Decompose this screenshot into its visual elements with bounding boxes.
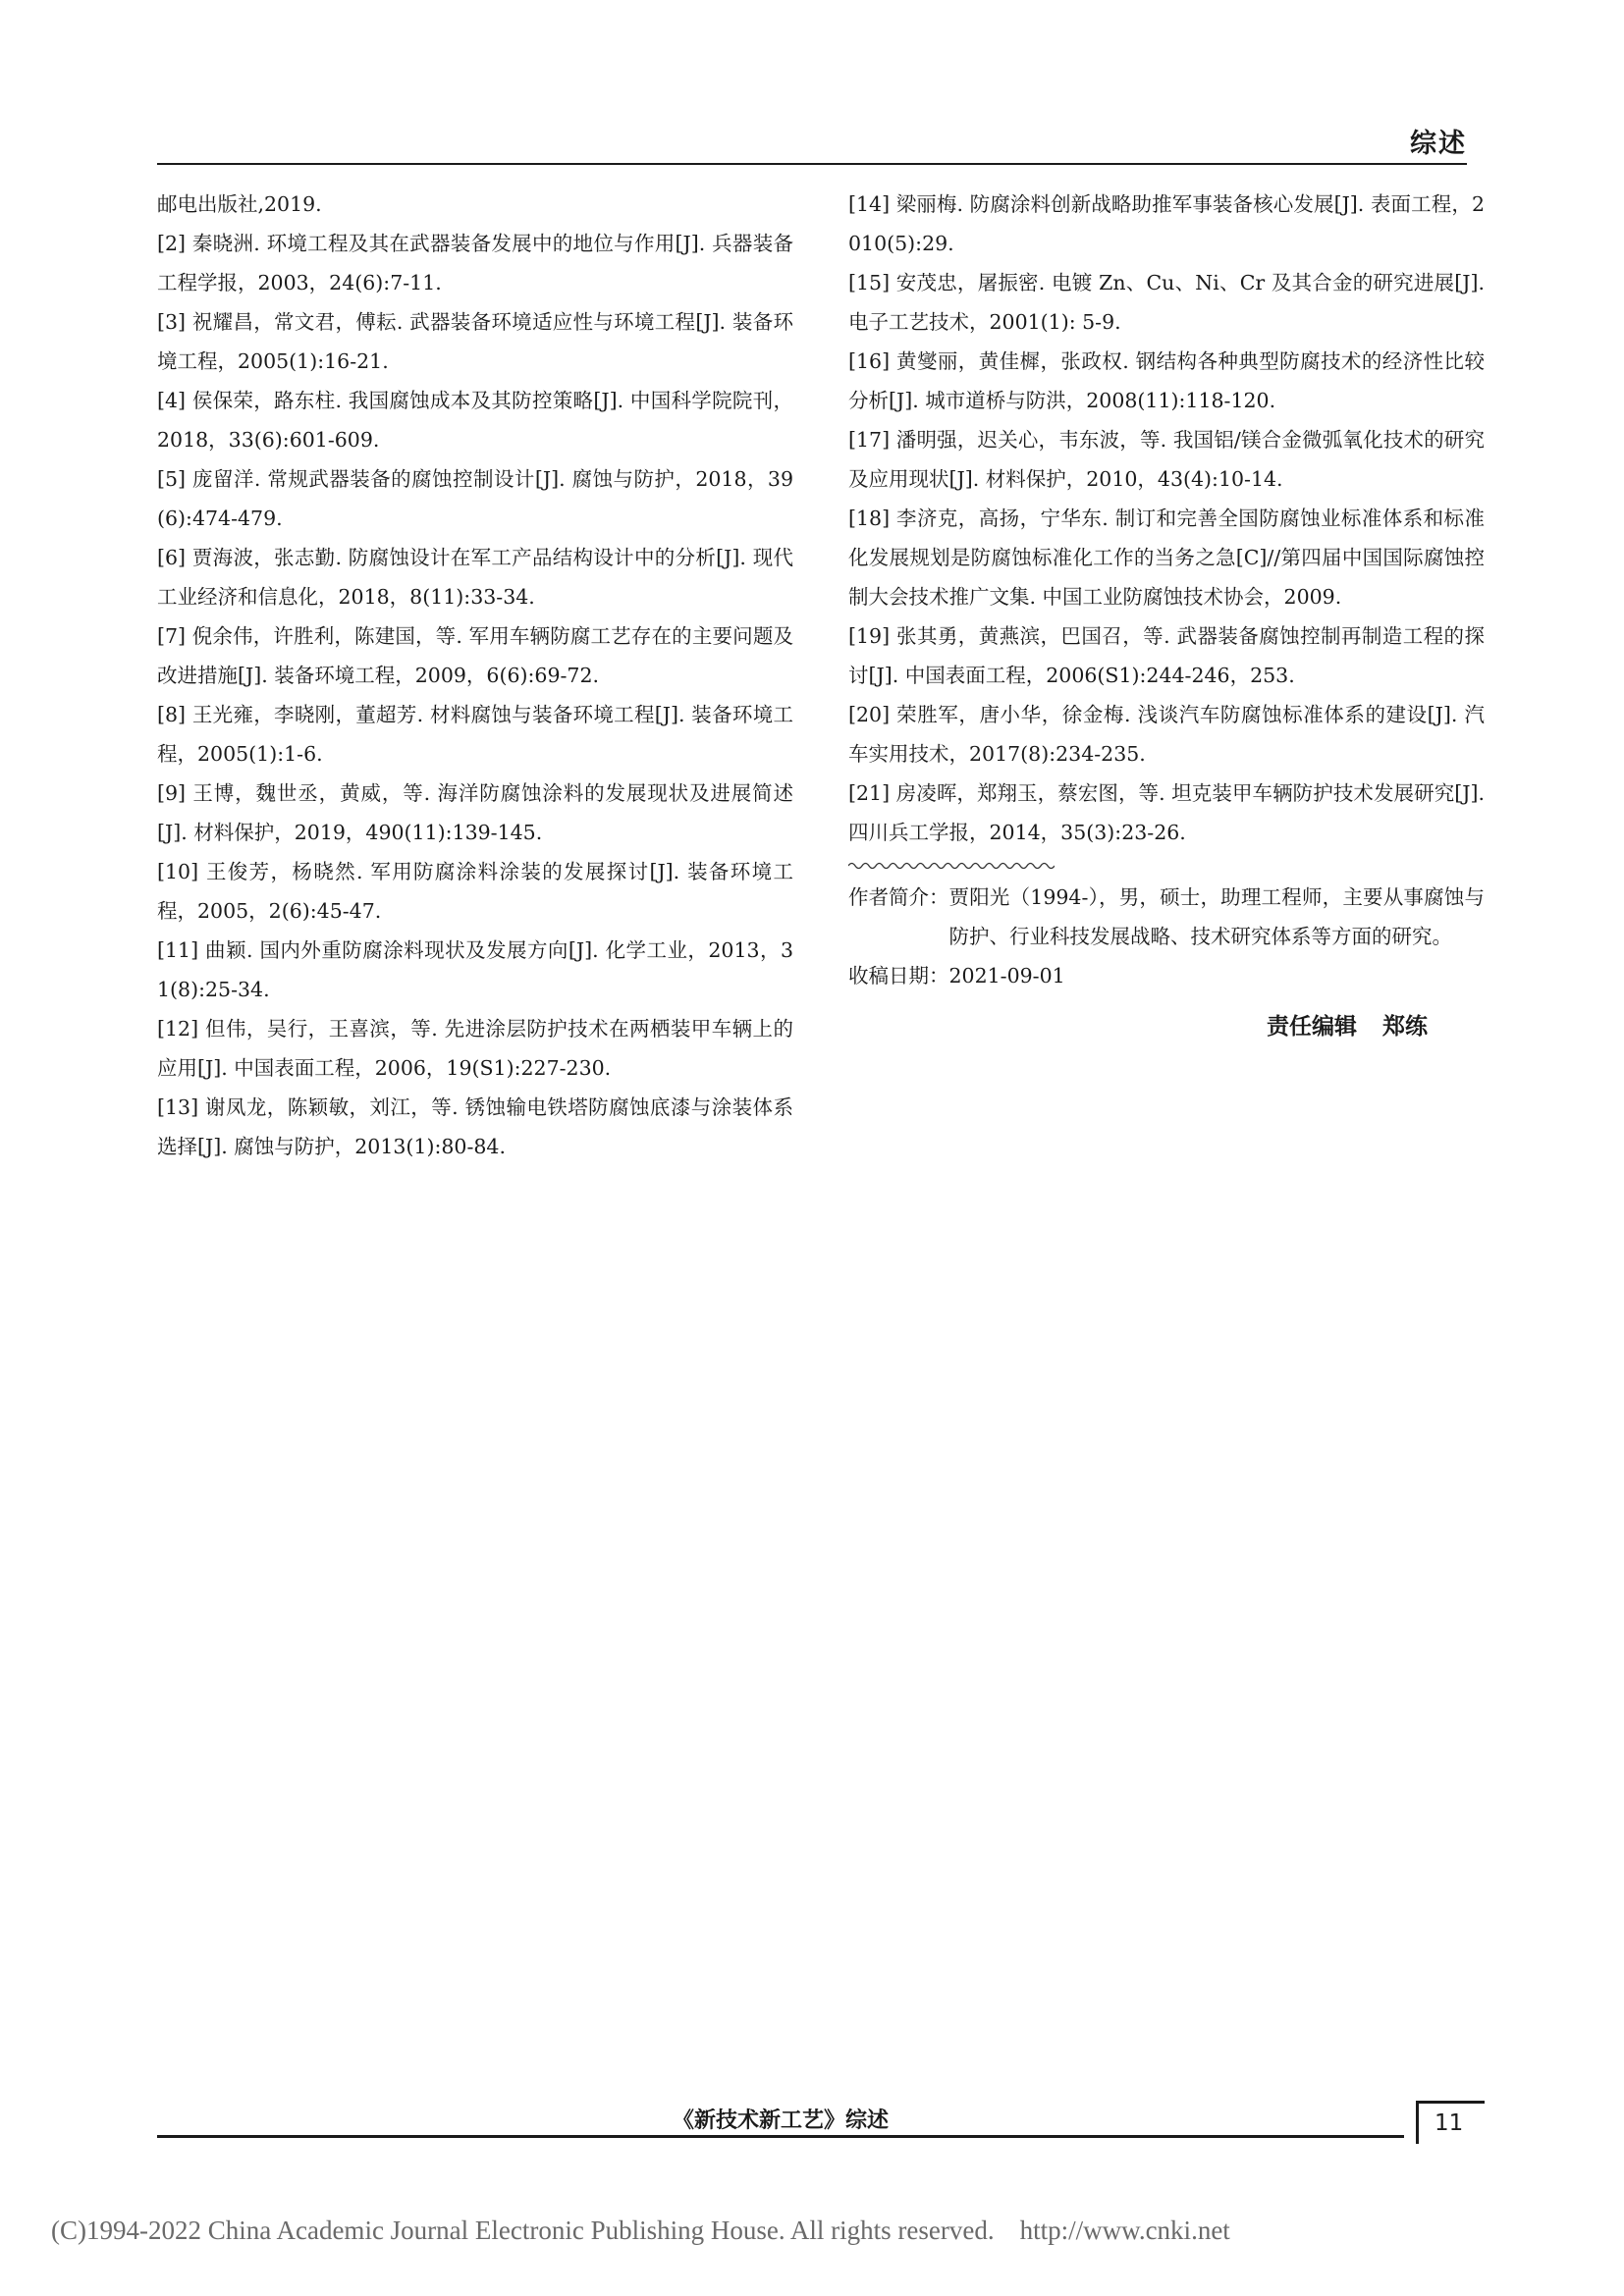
reference-item: [9] 王博，魏世丞，黄威，等. 海洋防腐蚀涂料的发展现状及进展简述[J]. 材料保护，2019，490(11):139-145. <box>157 781 793 844</box>
reference-item: [4] 侯保荣，路东柱. 我国腐蚀成本及其防控策略[J]. 中国科学院院刊，2018，33(6):601-609. <box>157 389 793 452</box>
copyright-line <box>51 2216 1230 2246</box>
footer-journal-name: 《新技术新工艺》综述 <box>672 2109 889 2133</box>
reference-item: [19] 张其勇，黄燕滨，巴国召，等. 武器装备腐蚀控制再制造工程的探讨[J]. 中国表面工程，2006(S1):244-246，253. <box>848 624 1485 687</box>
copyright-url[interactable]: http://www.cnki.net <box>1019 2216 1230 2245</box>
wavy-line-icon <box>848 860 1055 872</box>
reference-item: [7] 倪余伟，许胜利，陈建国，等. 军用车辆防腐工艺存在的主要问题及改进措施[J]. 装备环境工程，2009，6(6):69-72. <box>157 624 793 687</box>
copyright-text: (C)1994-2022 China Academic Journal Electronic Publishing House. All rights reserved. <box>51 2216 995 2245</box>
author-bio-text: 贾阳光（1994-），男，硕士，助理工程师，主要从事腐蚀与防护、行业科技发展战略、技术研究体系等方面的研究。 <box>948 885 1485 948</box>
reference-item: [2] 秦晓洲. 环境工程及其在武器装备发展中的地位与作用[J]. 兵器装备工程学报，2003，24(6):7-11. <box>157 232 793 294</box>
reference-item: 邮电出版社,2019. <box>157 192 322 216</box>
reference-item: [6] 贾海波，张志勤. 防腐蚀设计在军工产品结构设计中的分析[J]. 现代工业经济和信息化，2018，8(11):33-34. <box>157 546 793 609</box>
header-rule <box>157 163 1467 165</box>
reference-item: [3] 祝耀昌，常文君，傅耘. 武器装备环境适应性与环境工程[J]. 装备环境工程，2005(1):16-21. <box>157 310 793 373</box>
reference-item: [14] 梁丽梅. 防腐涂料创新战略助推军事装备核心发展[J]. 表面工程，2010(5):29. <box>848 192 1485 255</box>
reference-item: [5] 庞留洋. 常规武器装备的腐蚀控制设计[J]. 腐蚀与防护，2018，39(6):474-479. <box>157 467 793 530</box>
reference-item: [8] 王光雍，李晓刚，董超芳. 材料腐蚀与装备环境工程[J]. 装备环境工程，2005(1):1-6. <box>157 703 793 766</box>
responsible-editor <box>848 1007 1485 1046</box>
reference-item: [12] 但伟，吴行，王喜滨，等. 先进涂层防护技术在两栖装甲车辆上的应用[J]. 中国表面工程，2006，19(S1):227-230. <box>157 1017 793 1080</box>
reference-item: [18] 李济克，高扬，宁华东. 制订和完善全国防腐蚀业标准体系和标准化发展规划是防腐蚀标准化工作的当务之急[C]//第四届中国国际腐蚀控制大会技术推广文集. 中国工业防腐蚀技术协会，2009. <box>848 507 1485 609</box>
page-number: 11 <box>1416 2101 1485 2144</box>
reference-item: [17] 潘明强，迟关心，韦东波，等. 我国铝/镁合金微弧氧化技术的研究及应用现状[J]. 材料保护，2010，43(4):10-14. <box>848 428 1485 491</box>
editor-label: 责任编辑 <box>1267 1014 1357 1040</box>
section-title: 综述 <box>1410 129 1467 159</box>
references-right-column <box>848 185 1485 1046</box>
editor-name: 郑练 <box>1382 1014 1428 1040</box>
footer-rule <box>157 2135 1404 2138</box>
reference-item: [16] 黄燮丽，黄佳樨，张政权. 钢结构各种典型防腐技术的经济性比较分析[J]. 城市道桥与防洪，2008(11):118-120. <box>848 349 1485 412</box>
author-bio <box>848 878 1485 956</box>
received-date: 收稿日期：2021-09-01 <box>848 964 1065 988</box>
reference-item: [15] 安茂忠，屠振密. 电镀 Zn、Cu、Ni、Cr 及其合金的研究进展[J]. 电子工艺技术，2001(1): 5-9. <box>848 271 1485 334</box>
reference-item: [21] 房凌晖，郑翔玉，蔡宏图，等. 坦克装甲车辆防护技术发展研究[J]. 四川兵工学报，2014，35(3):23-26. <box>848 781 1485 844</box>
author-bio-label: 作者简介： <box>848 885 949 909</box>
references-left-column <box>157 185 793 1166</box>
reference-item: [20] 荣胜军，唐小华，徐金梅. 浅谈汽车防腐蚀标准体系的建设[J]. 汽车实用技术，2017(8):234-235. <box>848 703 1485 766</box>
reference-item: [11] 曲颖. 国内外重防腐涂料现状及发展方向[J]. 化学工业，2013，31(8):25-34. <box>157 938 793 1001</box>
wavy-divider <box>848 860 1485 872</box>
reference-item: [13] 谢凤龙，陈颖敏，刘江，等. 锈蚀输电铁塔防腐蚀底漆与涂装体系选择[J]. 腐蚀与防护，2013(1):80-84. <box>157 1095 793 1158</box>
reference-item: [10] 王俊芳，杨晓然. 军用防腐涂料涂装的发展探讨[J]. 装备环境工程，2005，2(6):45-47. <box>157 860 793 923</box>
